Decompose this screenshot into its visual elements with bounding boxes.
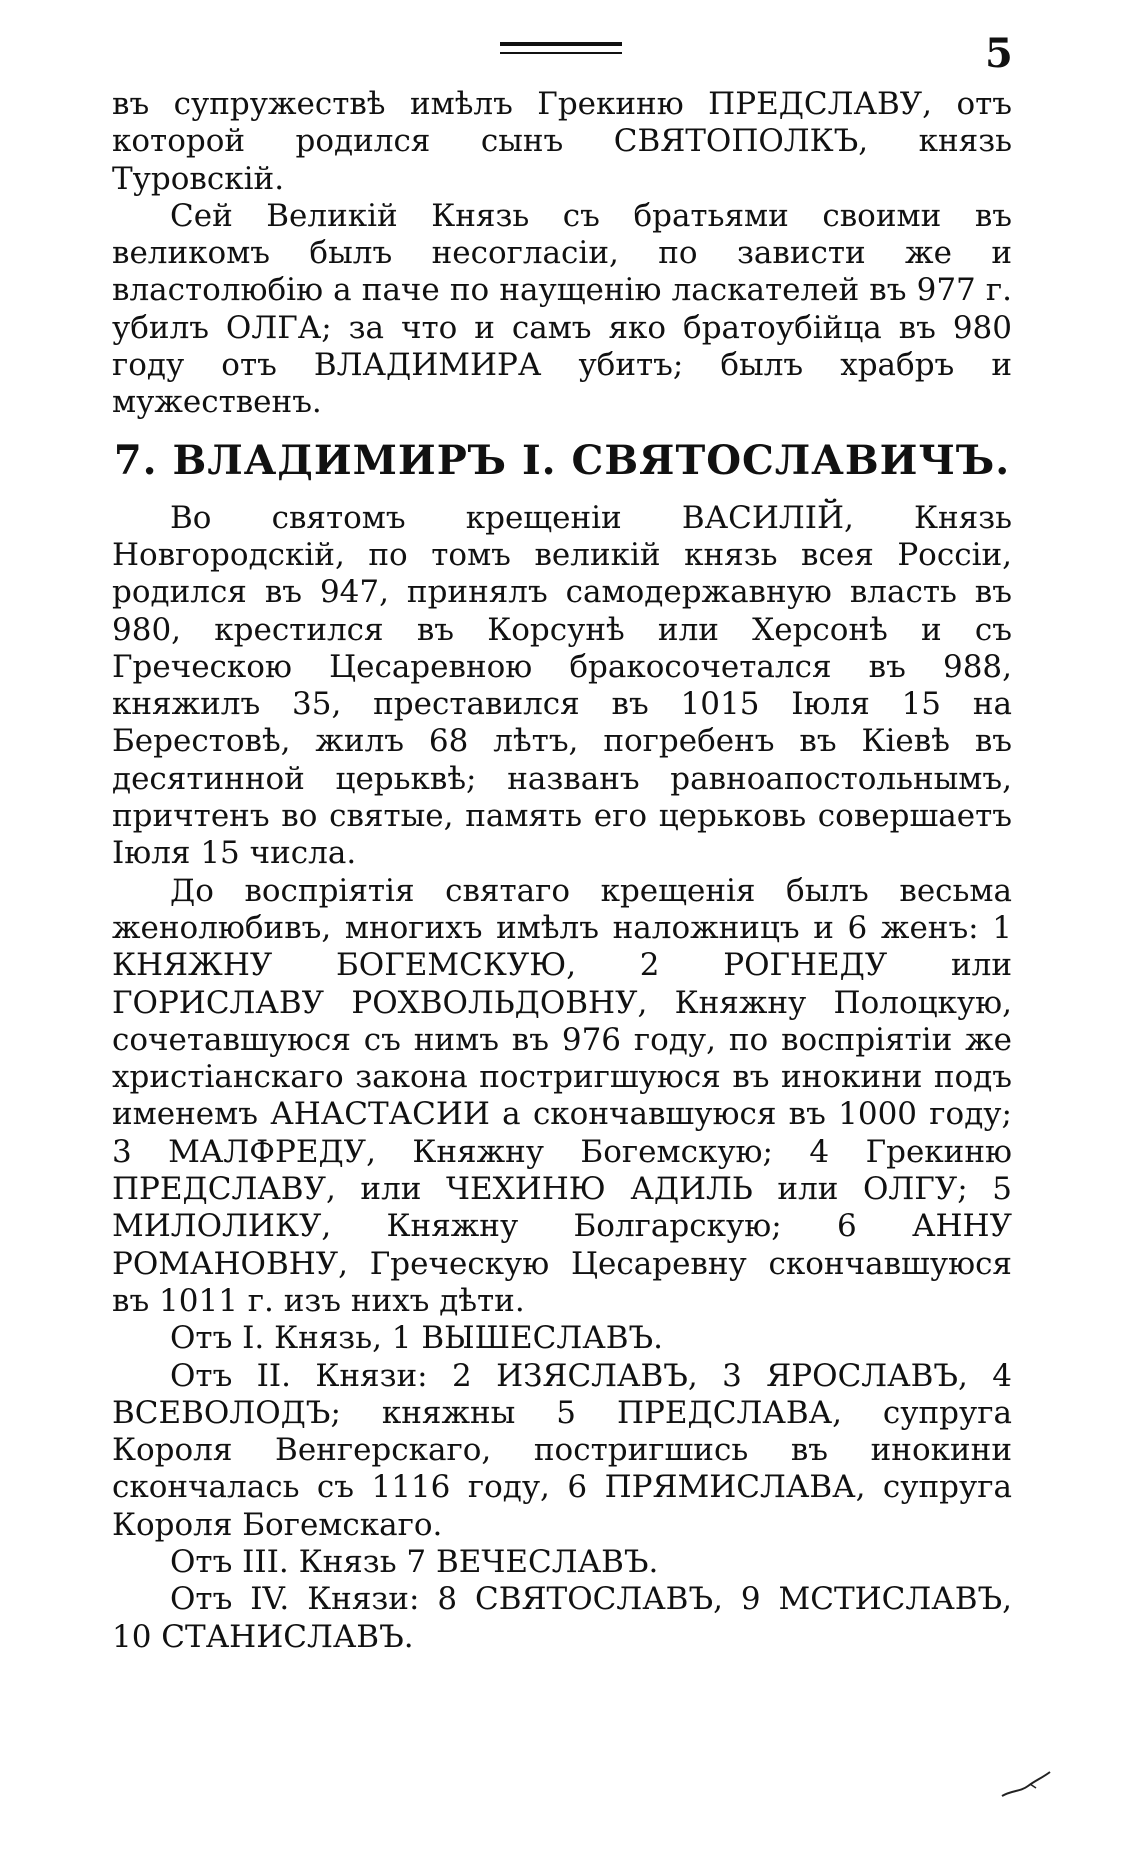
pen-mark-icon: [1000, 1770, 1052, 1800]
children-list: [112, 1320, 1012, 1656]
children-line-1: Отъ I. Князь, 1 ВЫШЕСЛАВЪ.: [170, 1320, 663, 1357]
children-line-4: Отъ IV. Князи: 8 СВЯТОСЛАВЪ, 9 МСТИСЛАВЪ, 10 СТАНИСЛАВЪ.: [112, 1581, 1012, 1655]
section-paragraph-1: Во святомъ крещеніи ВАСИЛІЙ, Князь Новгородскій, по томъ великій князь всея Россіи, родился въ 947, принялъ самодержавную власть въ 980, крестился въ Корсунѣ или Херсонѣ и съ Греческою Цесаревною бракосочетался въ 988, княжилъ 35, преставился въ 1015 Іюля 15 на Берестовѣ, жилъ 68 лѣтъ, погребенъ въ Кіевѣ въ десятинной церьквѣ; названъ равноапостольнымъ, причтенъ во святые, память его церьковь совершаетъ Іюля 15 числа.: [112, 499, 1012, 872]
children-line-3: Отъ III. Князь 7 ВЕЧЕСЛАВЪ.: [170, 1543, 659, 1580]
children-line-2: Отъ II. Князи: 2 ИЗЯСЛАВЪ, 3 ЯРОСЛАВЪ, 4 ВСЕВОЛОДЪ; княжны 5 ПРЕДСЛАВА, супруга Короля Венгерскаго, постригшись въ инокини скончалась съ 1116 году, 6 ПРЯМИСЛАВА, супруга Короля Богемскаго.: [112, 1357, 1012, 1543]
section-paragraph-2: До воспріятія святаго крещенія былъ весьма женолюбивъ, многихъ имѣлъ наложницъ и 6 женъ: 1 КНЯЖНУ БОГЕМСКУЮ, 2 РОГНЕДУ или ГОРИСЛАВУ РОХВОЛЬДОВНУ, Княжну Полоцкую, сочетавшуюся съ нимъ въ 976 году, по воспріятіи же христіанскаго закона постригшуюся въ инокини подъ именемъ АНАСТАСИИ а скончавшуюся въ 1000 году; 3 МАЛФРЕДУ, Княжну Богемскую; 4 Грекиню ПРЕДСЛАВУ, или ЧЕХИНЮ АДИЛЬ или ОЛГУ; 5 МИЛОЛИКУ, Княжну Болгарскую; 6 АННУ РОМАНОВНУ, Греческую Цесаревну скончавшуюся въ 1011 г. изъ нихъ дѣти.: [112, 872, 1012, 1319]
section-heading: 7. ВЛАДИМИРЪ I. СВЯТОСЛАВИЧЪ.: [113, 436, 1011, 484]
intro-paragraph: Сей Великій Князь съ братьями своими въ великомъ былъ несогласіи, по зависти же и властолюбію а паче по наущенію ласкателей въ 977 г. убилъ ОЛГА; за что и самъ яко братоубійца въ 980 году отъ ВЛАДИМИРА убитъ; былъ храбръ и мужественъ.: [112, 197, 1012, 421]
page-text: [112, 86, 1012, 1656]
page-number: 5: [985, 30, 1013, 77]
header-double-rule: [500, 42, 622, 54]
intro-paragraph-continued: въ супружествѣ имѣлъ Грекиню ПРЕДСЛАВУ, отъ которой родился сынъ СВЯТОПОЛКЪ, князь Туровскій.: [112, 86, 1012, 197]
